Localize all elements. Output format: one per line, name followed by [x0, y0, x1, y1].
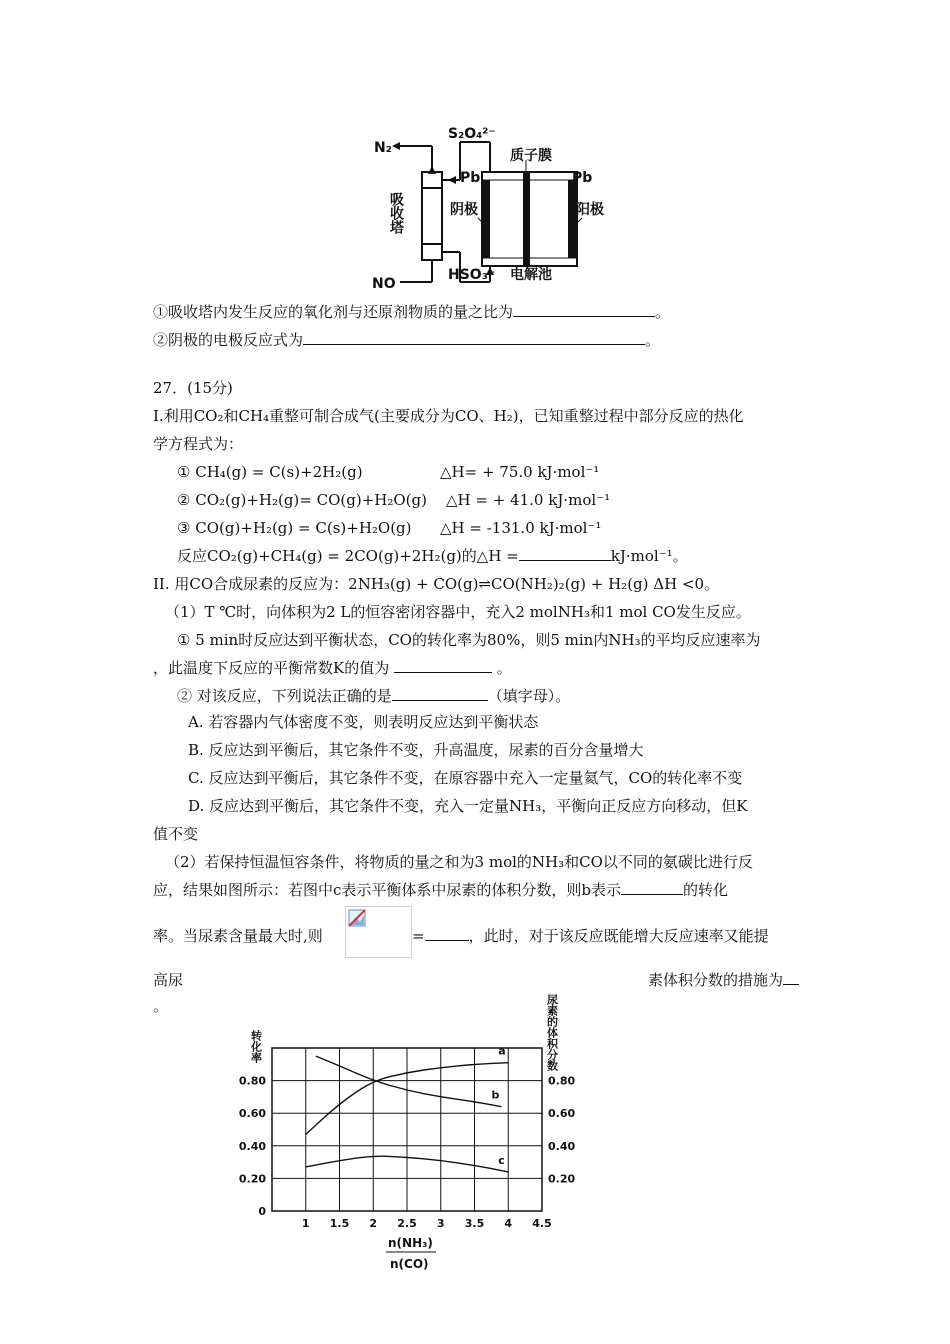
y-tick-label-left: 0.60 [238, 1107, 266, 1121]
part2-q2-d2: 素体积分数的措施为 [648, 970, 799, 990]
part1-intro: Ⅰ.利用CO₂和CH₄重整可制合成气(主要成分为CO、H₂)，已知重整过程中部分反应的热化 [153, 407, 744, 425]
part2-q1-sub1b: ，此温度下反应的平衡常数K的值为 。 [153, 659, 512, 677]
urea-chart [200, 990, 600, 1275]
cathode-label: 阴极 [450, 202, 478, 218]
cell-label: 电解池 [510, 267, 552, 283]
equation-3: ③ CO(g)+H₂(g) = C(s)+H₂O(g) [177, 519, 412, 537]
y-tick-label-right: 0.60 [548, 1107, 576, 1121]
x-axis-title-numerator: n(NH₃) [388, 1236, 433, 1250]
broken-image-icon [348, 909, 368, 929]
x-tick-label: 4.5 [532, 1217, 552, 1230]
equation-1-dh: △H= + 75.0 kJ·mol⁻¹ [440, 463, 600, 481]
part2-intro: II. 用CO合成尿素的反应为：2NH₃(g) + CO(g)⇌CO(NH₂)₂(g) + H₂(g) ΔH <0。 [153, 575, 720, 593]
equation-2-dh: △H = + 41.0 kJ·mol⁻¹ [446, 491, 611, 509]
answer-blank[interactable] [513, 302, 655, 317]
option-a: A. 若容器内气体密度不变，则表明反应达到平衡状态 [188, 713, 539, 731]
x-tick-label: 3 [436, 1217, 445, 1230]
answer-blank[interactable] [394, 658, 492, 673]
answer-blank[interactable] [303, 330, 645, 345]
x-tick-label: 4 [504, 1217, 513, 1230]
y-axis-left-title: 转化率 [249, 1030, 263, 1063]
part2-q2-d: 高尿 [153, 971, 184, 989]
part2-q2-b: 应，结果如图所示：若图中c表示平衡体系中尿素的体积分数，则b表示 的转化 [153, 881, 729, 899]
series-label-a: a [498, 1044, 506, 1058]
membrane-label: 质子膜 [510, 148, 552, 164]
y-tick-label-left: 0.80 [238, 1074, 266, 1088]
y-tick-label-right: 0.80 [548, 1074, 576, 1088]
part2-q2-e: 。 [153, 997, 169, 1015]
broken-image-placeholder [345, 906, 412, 958]
x-tick-label: 2.5 [397, 1217, 417, 1230]
anode-label: 阳极 [576, 202, 604, 218]
hso3-label: HSO₃⁻ [448, 267, 496, 283]
equation-2: ② CO₂(g)+H₂(g)= CO(g)+H₂O(g) [177, 491, 427, 509]
part2-q1-sub1: ① 5 min时反应达到平衡状态，CO的转化率为80%，则5 min内NH₃的平均反应速率为 [177, 631, 761, 649]
q26-item1: ①吸收塔内发生反应的氧化剂与还原剂物质的量之比为 。 [153, 303, 671, 321]
y-tick-label-right: 0.40 [548, 1139, 576, 1153]
series-label-c: c [498, 1153, 505, 1167]
x-tick-label: 2 [369, 1217, 378, 1230]
option-b: B. 反应达到平衡后，其它条件不变，升高温度，尿素的百分含量增大 [188, 741, 644, 759]
y-tick-label-right: 0.20 [548, 1172, 576, 1186]
x-tick-label: 1.5 [329, 1217, 350, 1230]
electrolysis-diagram [360, 122, 620, 292]
part2-q1: （1）T ℃时，向体积为2 L的恒容密闭容器中，充入2 molNH₃和1 mol CO发生反应。 [165, 603, 751, 621]
answer-blank[interactable] [425, 926, 469, 941]
equation-3-dh: △H = -131.0 kJ·mol⁻¹ [440, 519, 602, 537]
part2-q2-c2: = ，此时，对于该反应既能增大反应速率又能提 [412, 927, 769, 945]
y-tick-label-left: 0 [258, 1205, 266, 1218]
x-tick-label: 3.5 [464, 1217, 485, 1230]
answer-blank[interactable] [519, 546, 611, 561]
part2-q2: （2）若保持恒温恒容条件，将物质的量之和为3 mol的NH₃和CO以不同的氨碳比进行反 [165, 853, 753, 871]
pb-left-label: Pb [460, 170, 481, 186]
part2-q2-c: 率。当尿素含量最大时,则 [153, 927, 323, 945]
answer-blank[interactable] [783, 970, 799, 985]
s2o4-label: S₂O₄²⁻ [448, 126, 496, 142]
option-c: C. 反应达到平衡后，其它条件不变，在原容器中充入一定量氦气，CO的转化率不变 [188, 769, 743, 787]
q27-header: 27．(15分) [153, 379, 233, 397]
option-d: D. 反应达到平衡后，其它条件不变，充入一定量NH₃，平衡向正反应方向移动，但K [188, 797, 748, 815]
n2-label: N₂ [374, 140, 392, 156]
pb-right-label: Pb [572, 170, 593, 186]
x-axis-title-denominator: n(CO) [390, 1257, 429, 1271]
option-d-cont: 值不变 [153, 825, 199, 843]
equation-1: ① CH₄(g) = C(s)+2H₂(g) [177, 463, 363, 481]
part1-intro-cont: 学方程式为： [153, 435, 244, 453]
answer-blank[interactable] [392, 686, 488, 701]
series-label-b: b [491, 1088, 500, 1102]
y-tick-label-left: 0.20 [238, 1172, 266, 1186]
x-tick-label: 1 [301, 1217, 310, 1230]
answer-blank[interactable] [621, 880, 683, 895]
y-tick-label-left: 0.40 [238, 1139, 266, 1153]
series-line-b [316, 1056, 502, 1107]
absorb-tower-label: 吸收塔 [388, 192, 404, 234]
target-reaction: 反应CO₂(g)+CH₄(g) = 2CO(g)+2H₂(g)的△H = kJ·mol⁻¹。 [177, 547, 688, 565]
q26-item2: ②阴极的电极反应式为 。 [153, 331, 661, 349]
y-axis-right-title: 尿素的体积分数 [545, 994, 559, 1071]
part2-q1-sub2: ② 对该反应，下列说法正确的是 （填字母）。 [177, 687, 571, 705]
no-label: NO [372, 276, 396, 292]
